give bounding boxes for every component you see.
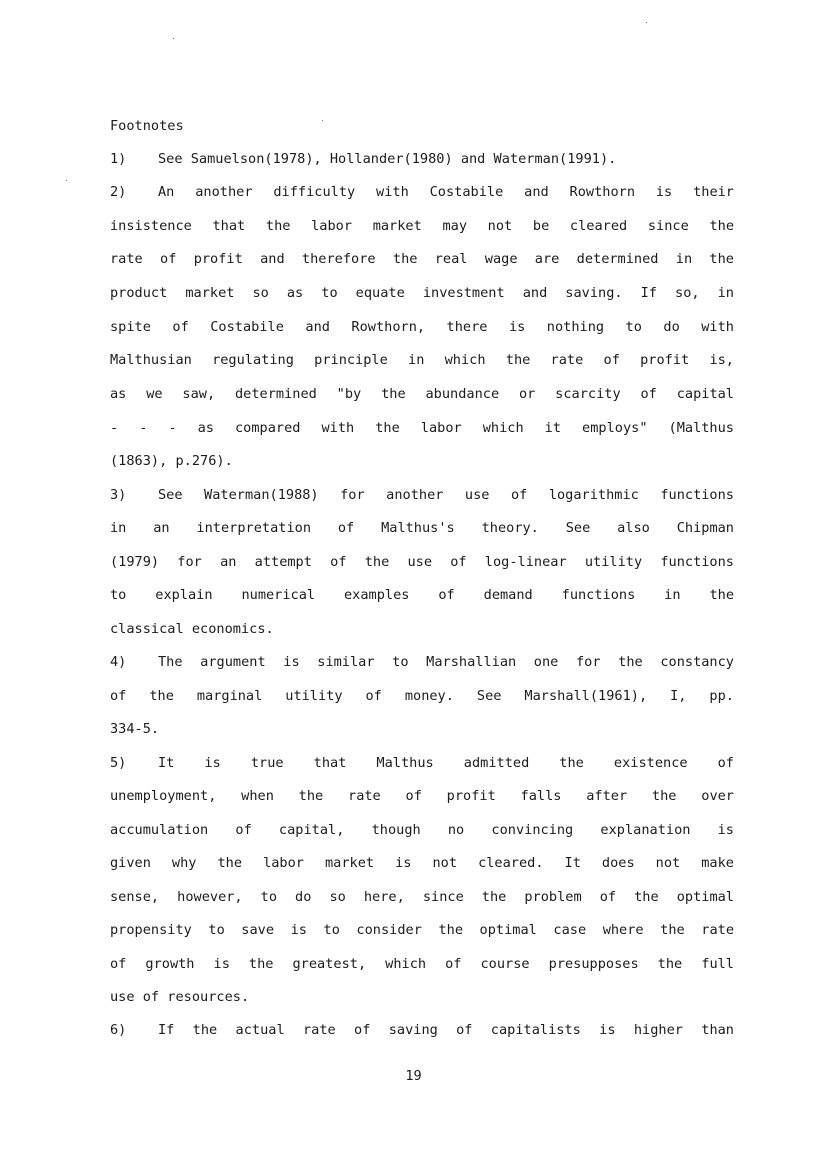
footnote-line: 334-5. <box>110 721 160 737</box>
footnote-text: An another difficulty with Costabile and Rowthorn is their <box>158 184 734 200</box>
scan-speck <box>173 38 174 39</box>
footnote-line: insistence that the labor market may not be cleared since the <box>110 218 734 234</box>
footnote-2 <box>110 181 734 203</box>
footnote-line: accumulation of capital, though no convincing explanation is <box>110 822 734 838</box>
footnote-line: of the marginal utility of money. See Marshall(1961), I, pp. <box>110 688 734 704</box>
footnote-5 <box>110 752 734 774</box>
scan-speck <box>322 120 323 121</box>
footnote-line: unemployment, when the rate of profit falls after the over <box>110 788 734 804</box>
footnote-line: spite of Costabile and Rowthorn, there is nothing to do with <box>110 319 734 335</box>
scan-speck <box>66 180 67 181</box>
footnote-line: as we saw, determined "by the abundance or scarcity of capital <box>110 386 734 402</box>
footnote-1 <box>110 148 734 170</box>
footnote-6 <box>110 1019 734 1041</box>
footnote-line: to explain numerical examples of demand functions in the <box>110 587 734 603</box>
footnote-line: propensity to save is to consider the optimal case where the rate <box>110 922 734 938</box>
footnote-line: Malthusian regulating principle in which the rate of profit is, <box>110 352 734 368</box>
footnote-line: sense, however, to do so here, since the problem of the optimal <box>110 889 734 905</box>
footnote-number: 4) <box>110 654 127 670</box>
footnote-number: 3) <box>110 487 127 503</box>
footnote-text: See Waterman(1988) for another use of logarithmic functions <box>158 487 734 503</box>
footnote-line: classical economics. <box>110 621 274 637</box>
footnote-text: The argument is similar to Marshallian one for the constancy <box>158 654 734 670</box>
footnote-number: 6) <box>110 1022 127 1038</box>
footnote-number: 5) <box>110 755 127 771</box>
footnote-text: See Samuelson(1978), Hollander(1980) and Waterman(1991). <box>158 151 617 167</box>
footnote-line: of growth is the greatest, which of course presupposes the full <box>110 956 734 972</box>
footnote-line: product market so as to equate investment and saving. If so, in <box>110 285 734 301</box>
footnote-number: 1) <box>110 151 127 167</box>
footnote-line: use of resources. <box>110 989 250 1005</box>
footnote-text: If the actual rate of saving of capitalists is higher than <box>158 1022 734 1038</box>
footnote-line: rate of profit and therefore the real wage are determined in the <box>110 251 734 267</box>
scan-speck <box>646 22 647 23</box>
page-number: 19 <box>405 1068 422 1084</box>
footnote-number: 2) <box>110 184 127 200</box>
footnote-line: - - - as compared with the labor which it employs" (Malthus <box>110 420 734 436</box>
footnote-4 <box>110 651 734 673</box>
footnote-3 <box>110 484 734 506</box>
footnote-line: given why the labor market is not cleared. It does not make <box>110 855 734 871</box>
footnote-line: (1863), p.276). <box>110 453 233 469</box>
footnote-line: (1979) for an attempt of the use of log-linear utility functions <box>110 554 734 570</box>
footnote-line: in an interpretation of Malthus's theory. See also Chipman <box>110 520 734 536</box>
footnote-text: It is true that Malthus admitted the existence of <box>158 755 734 771</box>
footnotes-heading: Footnotes <box>110 118 184 134</box>
